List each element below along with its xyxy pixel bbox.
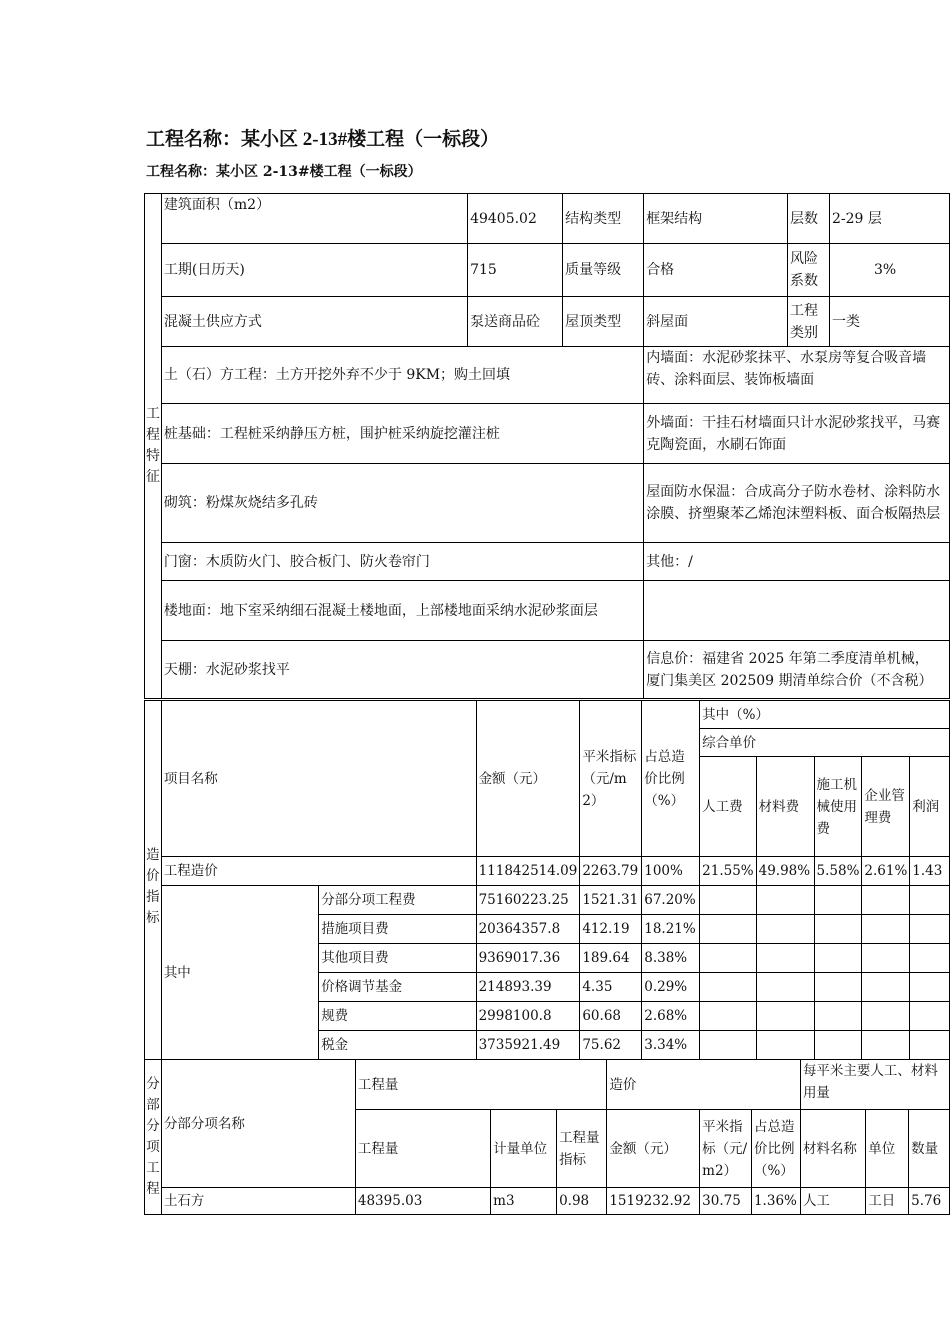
total-ratio: 100% <box>642 857 700 886</box>
row-name: 分部分项工程费 <box>319 886 476 915</box>
row-amount: 75160223.25 <box>476 886 580 915</box>
row-ratio: 3.34% <box>642 1031 700 1060</box>
total-profit: 1.43 <box>910 857 950 886</box>
row-name: 规费 <box>319 1002 476 1031</box>
empty-cell <box>814 915 862 944</box>
empty-cell <box>814 886 862 915</box>
col-mgmt-header: 企业管理费 <box>862 757 910 857</box>
col-ratio-header: 占总造价比例（%） <box>642 701 700 857</box>
sub-row-unit: m3 <box>491 1188 557 1215</box>
row-ratio: 8.38% <box>642 944 700 973</box>
table-row <box>145 886 950 915</box>
building-area-label: 建筑面积（m2） <box>161 194 467 244</box>
row-amount: 3735921.49 <box>476 1031 580 1060</box>
row-amount: 214893.39 <box>476 973 580 1002</box>
blank-cell <box>644 581 950 641</box>
sub-row-name: 土石方 <box>161 1188 355 1215</box>
empty-cell <box>910 973 950 1002</box>
structure-type-value: 框架结构 <box>644 194 788 244</box>
inner-wall-spec <box>644 347 950 404</box>
total-amount: 111842514.09 <box>476 857 580 886</box>
empty-cell <box>756 886 814 915</box>
col-labor-header: 人工费 <box>700 757 756 857</box>
empty-cell <box>700 944 756 973</box>
empty-cell <box>700 1002 756 1031</box>
row-per-m2: 1521.31 <box>580 886 642 915</box>
concrete-value: 泵送商品砼 <box>468 297 563 347</box>
total-name: 工程造价 <box>161 857 476 886</box>
sub-row-quantity: 48395.03 <box>355 1188 490 1215</box>
empty-cell <box>756 915 814 944</box>
sub-table-container <box>144 1059 950 1215</box>
sub-row-ratio: 1.36% <box>751 1188 800 1215</box>
empty-cell <box>910 1031 950 1060</box>
col-sub-ratio-header: 占总造价比例（%） <box>751 1110 800 1188</box>
col-unit-price-header: 综合单价 <box>700 729 950 757</box>
duration-value: 715 <box>468 244 563 297</box>
structure-type-label: 结构类型 <box>563 194 644 244</box>
sub-row-qty-index: 0.98 <box>557 1188 607 1215</box>
col-quantity-group-header: 工程量 <box>355 1060 606 1110</box>
sub-row-mat-qty: 5.76 <box>909 1188 950 1215</box>
empty-cell <box>700 1031 756 1060</box>
total-per-m2: 2263.79 <box>580 857 642 886</box>
category-value: 一类 <box>830 297 950 347</box>
roof-type-label: 屋顶类型 <box>563 297 644 347</box>
doors-spec: 门窗：木质防火门、胶合板门、防火卷帘门 <box>161 543 643 581</box>
sub-row-amount: 1519232.92 <box>607 1188 700 1215</box>
col-of-which-header: 其中（%） <box>700 701 950 729</box>
earthwork-spec: 土（石）方工程：土方开挖外弃不少于 9KM；购土回填 <box>161 347 643 404</box>
col-per-m2-group-header <box>800 1060 949 1110</box>
roof-type-value: 斜屋面 <box>644 297 788 347</box>
row-ratio: 18.21% <box>642 915 700 944</box>
col-machine-header: 施工机械使用费 <box>814 757 862 857</box>
empty-cell <box>756 973 814 1002</box>
building-area-value: 49405.02 <box>468 194 563 244</box>
category-label: 工程类别 <box>788 297 830 347</box>
empty-cell <box>862 973 910 1002</box>
col-sub-per-m2-header: 平米指标（元/m2） <box>700 1110 752 1188</box>
col-amount-header: 金额（元） <box>476 701 580 857</box>
cost-table <box>144 700 950 1060</box>
empty-cell <box>756 1031 814 1060</box>
sub-section-label: 分部分项工程 <box>145 1060 162 1215</box>
row-amount: 9369017.36 <box>476 944 580 973</box>
row-name: 税金 <box>319 1031 476 1060</box>
row-name: 措施项目费 <box>319 915 476 944</box>
sub-row-per-m2: 30.75 <box>700 1188 752 1215</box>
empty-cell <box>814 1002 862 1031</box>
row-amount: 2998100.8 <box>476 1002 580 1031</box>
masonry-spec: 砌筑：粉煤灰烧结多孔砖 <box>161 464 643 543</box>
row-name: 价格调节基金 <box>319 973 476 1002</box>
quality-value: 合格 <box>644 244 788 297</box>
ceiling-spec: 天棚：水泥砂浆找平 <box>161 641 643 699</box>
empty-cell <box>862 944 910 973</box>
col-per-m2-group-text: 每平米主要人工、材料用量 <box>802 1063 938 1101</box>
duration-label: 工期(日历天) <box>161 244 467 297</box>
row-name: 其他项目费 <box>319 944 476 973</box>
table-row <box>145 857 950 886</box>
empty-cell <box>756 1002 814 1031</box>
empty-cell <box>814 1031 862 1060</box>
total-labor: 21.55% <box>700 857 756 886</box>
floors-value: 2-29 层 <box>830 194 950 244</box>
concrete-label: 混凝土供应方式 <box>161 297 467 347</box>
col-qty-index-header: 工程量指标 <box>557 1110 607 1188</box>
floors-label: 层数 <box>788 194 830 244</box>
col-sub-amount-header: 金额（元） <box>607 1110 700 1188</box>
sub-row-material: 人工 <box>800 1188 865 1215</box>
empty-cell <box>910 1002 950 1031</box>
row-ratio: 67.20% <box>642 886 700 915</box>
price-info-text: 信息价：福建省 2025 年第二季度清单机械，厦门集美区 202509 期清单综合价（不含税） <box>646 650 933 689</box>
col-material-header: 材料费 <box>756 757 814 857</box>
col-unit-header: 计量单位 <box>491 1110 557 1188</box>
col-mat-qty-header: 数量 <box>909 1110 950 1188</box>
col-quantity-header: 工程量 <box>355 1110 490 1188</box>
row-per-m2: 4.35 <box>580 973 642 1002</box>
empty-cell <box>700 886 756 915</box>
cost-section-label: 造价指标 <box>145 701 162 1060</box>
cost-table-container <box>144 700 950 1060</box>
col-cost-group-header: 造价 <box>607 1060 801 1110</box>
col-mat-unit-header: 单位 <box>866 1110 909 1188</box>
sub-table <box>144 1059 950 1215</box>
empty-cell <box>862 915 910 944</box>
row-per-m2: 75.62 <box>580 1031 642 1060</box>
table-row <box>145 1188 950 1215</box>
col-material-name-header: 材料名称 <box>800 1110 865 1188</box>
risk-value: 3% <box>830 244 950 297</box>
outer-wall-spec <box>644 404 950 464</box>
empty-cell <box>814 973 862 1002</box>
empty-cell <box>862 1002 910 1031</box>
col-item-header: 项目名称 <box>161 701 476 857</box>
col-per-m2-header: 平米指标（元/m2） <box>580 701 642 857</box>
of-which-label: 其中 <box>161 886 318 1060</box>
empty-cell <box>910 886 950 915</box>
empty-cell <box>910 944 950 973</box>
price-info-spec <box>644 641 950 699</box>
empty-cell <box>700 915 756 944</box>
total-material: 49.98% <box>756 857 814 886</box>
roof-waterproof-text: 屋面防水保温：合成高分子防水卷材、涂料防水涂膜、挤塑聚苯乙烯泡沫塑料板、面合板隔热层 <box>646 484 941 522</box>
outer-wall-text: 外墙面：干挂石材墙面只计水泥砂浆找平，马赛克陶瓷面，水刷石饰面 <box>646 414 941 453</box>
col-profit-header: 利润 <box>910 757 950 857</box>
features-table <box>144 193 950 699</box>
risk-label: 风险系数 <box>788 244 830 297</box>
total-machine: 5.58% <box>814 857 862 886</box>
empty-cell <box>862 886 910 915</box>
piling-spec: 桩基础：工程桩采纳静压方桩，围护桩采纳旋挖灌注桩 <box>161 404 643 464</box>
empty-cell <box>910 915 950 944</box>
row-ratio: 0.29% <box>642 973 700 1002</box>
col-sub-name-header: 分部分项名称 <box>161 1060 355 1188</box>
page-subtitle: 工程名称：某小区 2-13#楼工程（一标段） <box>146 164 422 180</box>
row-amount: 20364357.8 <box>476 915 580 944</box>
inner-wall-text: 内墙面：水泥砂浆抹平、水泵房等复合吸音墙砖、涂料面层、装饰板墙面 <box>646 350 927 388</box>
empty-cell <box>700 973 756 1002</box>
row-per-m2: 60.68 <box>580 1002 642 1031</box>
quality-label: 质量等级 <box>563 244 644 297</box>
row-per-m2: 189.64 <box>580 944 642 973</box>
empty-cell <box>814 944 862 973</box>
page-title: 工程名称：某小区 2-13#楼工程（一标段） <box>146 129 500 150</box>
empty-cell <box>756 944 814 973</box>
sub-row-mat-unit: 工日 <box>866 1188 909 1215</box>
features-section-label: 工程特征 <box>145 194 162 699</box>
features-table-container <box>144 193 950 699</box>
total-mgmt: 2.61% <box>862 857 910 886</box>
roof-waterproof-spec <box>644 464 950 543</box>
floor-spec: 楼地面：地下室采纳细石混凝土楼地面，上部楼地面采纳水泥砂浆面层 <box>161 581 643 641</box>
other-spec: 其他：/ <box>644 543 950 581</box>
row-ratio: 2.68% <box>642 1002 700 1031</box>
row-per-m2: 412.19 <box>580 915 642 944</box>
empty-cell <box>862 1031 910 1060</box>
